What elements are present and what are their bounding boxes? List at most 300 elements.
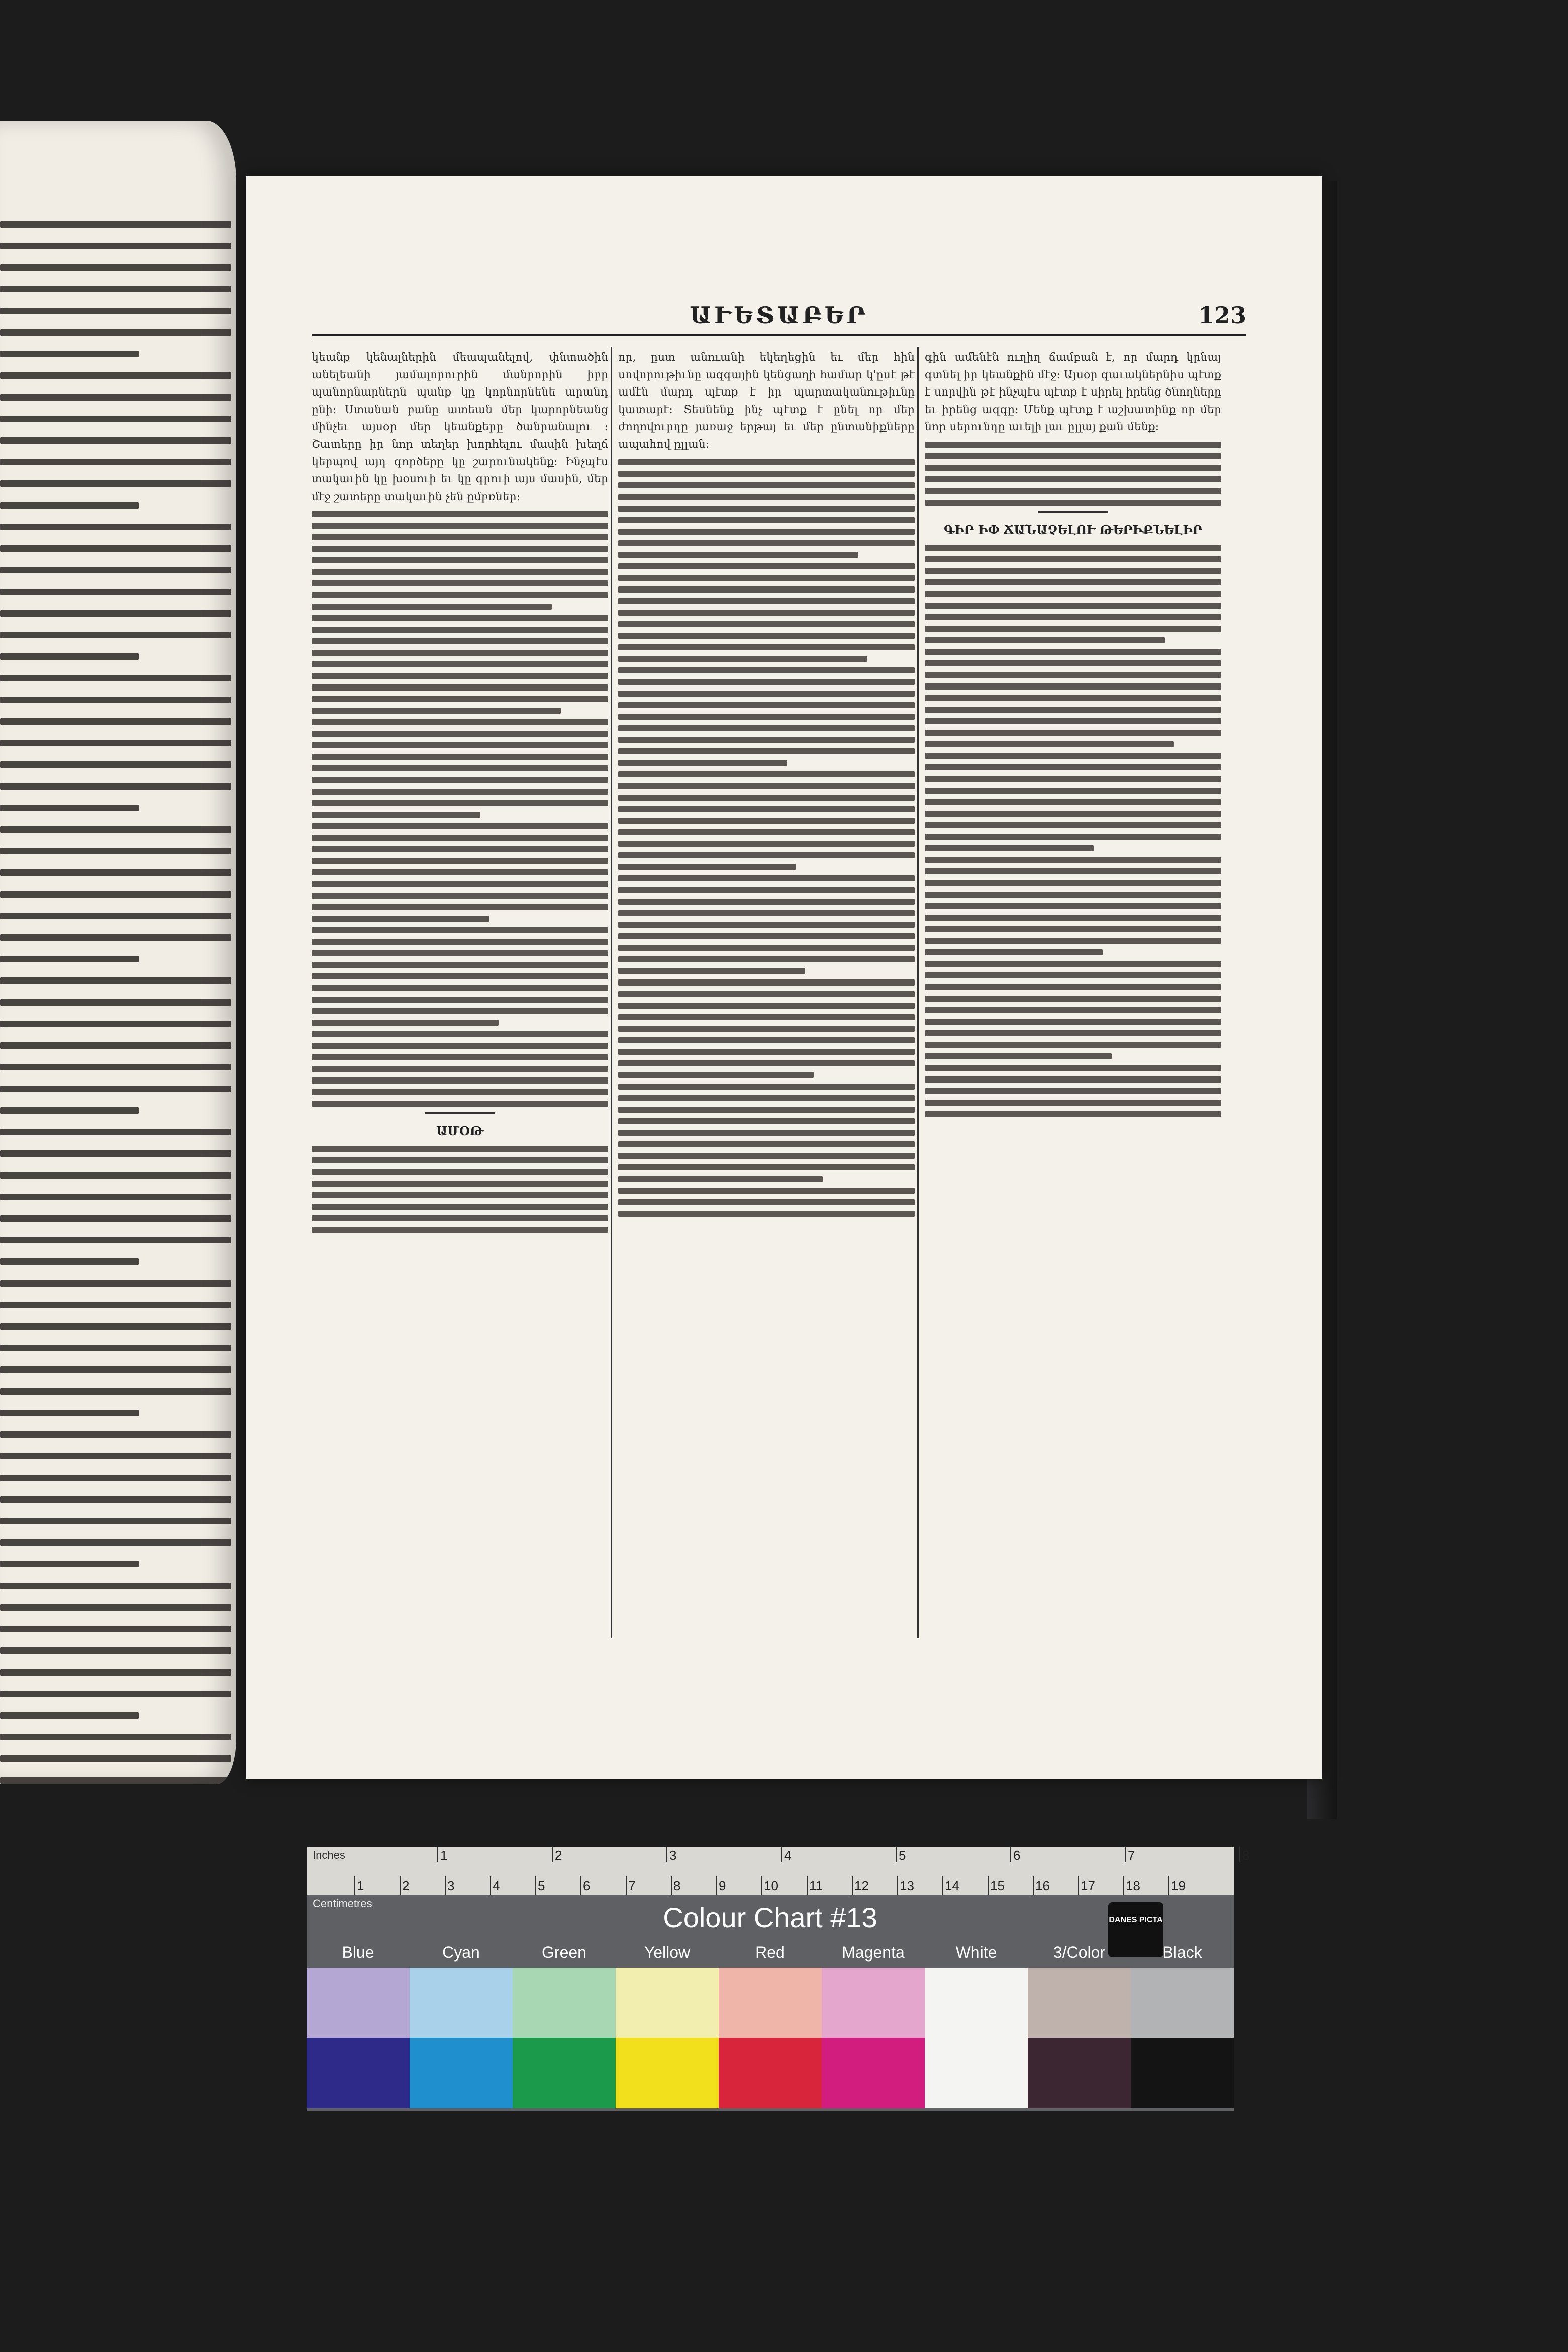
cm-number: 17 — [1081, 1878, 1095, 1893]
inch-number: 1 — [440, 1848, 448, 1863]
swatch-dark — [925, 2038, 1028, 2108]
inch-number: 5 — [899, 1848, 906, 1863]
text-line — [925, 707, 1221, 713]
text-line — [925, 614, 1221, 620]
text-line — [618, 667, 915, 673]
text-line — [0, 826, 231, 833]
text-line — [618, 1037, 915, 1043]
cm-number: 8 — [673, 1878, 681, 1893]
inch-tick — [437, 1847, 438, 1862]
text-line — [0, 653, 139, 660]
text-line — [312, 1066, 608, 1072]
text-line — [312, 1043, 608, 1049]
text-line — [312, 962, 608, 968]
cm-tick — [897, 1876, 898, 1895]
text-line — [925, 880, 1221, 886]
text-line — [618, 1118, 915, 1124]
text-line — [618, 956, 915, 962]
text-line — [312, 534, 608, 540]
inch-tick — [552, 1847, 553, 1862]
text-line — [312, 569, 608, 575]
text-line — [618, 656, 867, 662]
text-line — [925, 1088, 1221, 1094]
text-line — [0, 1431, 231, 1438]
swatch-dark — [307, 2038, 410, 2108]
cm-number: 5 — [538, 1878, 545, 1893]
text-line — [925, 788, 1221, 794]
text-line — [618, 968, 805, 974]
inches-label: Inches — [313, 1849, 345, 1861]
text-line — [925, 972, 1221, 978]
text-line — [312, 881, 608, 887]
text-line — [925, 626, 1221, 632]
text-line — [0, 1366, 231, 1373]
swatch-label: White — [955, 1943, 997, 1962]
text-line — [0, 1518, 231, 1524]
text-line — [618, 586, 915, 593]
text-line — [0, 1712, 139, 1719]
text-line — [312, 1192, 608, 1198]
text-line — [0, 718, 231, 725]
text-line — [925, 695, 1221, 701]
cm-number: 2 — [402, 1878, 410, 1893]
inch-number: 3 — [669, 1848, 677, 1863]
text-line — [0, 1496, 231, 1503]
text-column-1 — [312, 349, 608, 1636]
text-line — [312, 950, 608, 956]
text-line — [312, 765, 608, 771]
swatch-light — [513, 1968, 616, 2038]
text-line — [0, 589, 231, 595]
inch-tick — [1125, 1847, 1126, 1862]
text-line — [925, 961, 1221, 967]
text-line — [618, 1176, 823, 1182]
cm-tick — [445, 1876, 446, 1895]
text-line — [0, 351, 139, 357]
text-line — [0, 891, 231, 898]
text-line — [0, 1647, 231, 1654]
text-line — [312, 927, 608, 933]
text-line — [925, 1065, 1221, 1071]
cm-tick — [852, 1876, 853, 1895]
text-line — [618, 459, 915, 465]
text-line — [925, 845, 1094, 851]
inch-tick — [666, 1847, 667, 1862]
text-line — [925, 1111, 1221, 1117]
inch-tick — [1239, 1847, 1240, 1862]
inch-number: 7 — [1128, 1848, 1135, 1863]
text-line — [925, 903, 1221, 909]
inch-number: 8 — [1242, 1848, 1250, 1863]
swatch-light — [1028, 1968, 1131, 2038]
cm-tick — [400, 1876, 401, 1895]
text-line — [618, 1188, 915, 1194]
text-line — [618, 575, 915, 581]
column-1-body-text-2 — [312, 1146, 608, 1233]
text-line — [0, 1021, 231, 1027]
text-line — [925, 753, 1221, 759]
text-line — [618, 864, 796, 870]
cm-tick — [671, 1876, 672, 1895]
text-line — [312, 904, 608, 910]
text-line — [925, 892, 1221, 898]
text-line — [618, 1003, 915, 1009]
text-line — [312, 661, 608, 667]
text-line — [0, 1323, 231, 1330]
swatch-dark — [513, 2038, 616, 2108]
text-line — [618, 471, 915, 477]
text-line — [0, 805, 139, 811]
text-line — [618, 633, 915, 639]
text-line — [0, 1215, 231, 1222]
cm-number: 7 — [628, 1878, 636, 1893]
text-line — [312, 800, 608, 806]
text-line — [618, 829, 915, 835]
text-line — [312, 696, 608, 702]
text-line — [0, 1777, 231, 1784]
text-line — [925, 545, 1221, 551]
text-line — [925, 834, 1221, 840]
text-line — [0, 1475, 231, 1481]
text-line — [312, 789, 608, 795]
book-page — [246, 176, 1322, 1779]
cm-tick — [807, 1876, 808, 1895]
text-line — [312, 835, 608, 841]
text-line — [618, 748, 915, 754]
text-line — [312, 523, 608, 529]
text-line — [0, 1583, 231, 1589]
text-line — [925, 683, 1221, 690]
swatch-dark — [616, 2038, 719, 2108]
text-line — [925, 984, 1221, 990]
swatch-light — [925, 1968, 1028, 2038]
text-line — [0, 524, 231, 530]
swatch-light — [719, 1968, 822, 2038]
swatch-label: 3/Color — [1053, 1943, 1106, 1962]
text-line — [0, 783, 231, 790]
text-line — [925, 465, 1221, 471]
ruler — [307, 1847, 1250, 1910]
text-line — [925, 1007, 1221, 1013]
text-line — [0, 913, 231, 919]
swatch-label: Cyan — [442, 1943, 480, 1962]
cm-number: 18 — [1126, 1878, 1140, 1893]
text-line — [618, 783, 915, 789]
cm-number: 13 — [900, 1878, 914, 1893]
text-line — [312, 546, 608, 552]
cm-tick — [580, 1876, 581, 1895]
column-3-body-text-2 — [925, 545, 1221, 1117]
danes-picta-logo: DANES PICTA — [1108, 1902, 1163, 1957]
swatch-label: Red — [755, 1943, 785, 1962]
swatch-label: Yellow — [644, 1943, 691, 1962]
text-line — [312, 1157, 608, 1163]
text-line — [312, 1181, 608, 1187]
text-line — [925, 730, 1221, 736]
left-page — [0, 121, 236, 1784]
text-line — [925, 579, 1221, 585]
text-line — [0, 977, 231, 984]
text-column-3 — [925, 349, 1221, 1636]
cm-tick — [942, 1876, 943, 1895]
text-line — [618, 1211, 915, 1217]
text-line — [925, 938, 1221, 944]
cm-number: 12 — [854, 1878, 869, 1893]
text-line — [0, 740, 231, 746]
inch-number: 6 — [1013, 1848, 1021, 1863]
text-line — [312, 604, 552, 610]
text-line — [618, 760, 787, 766]
inch-tick — [781, 1847, 782, 1862]
page-header — [312, 291, 1246, 332]
cm-number: 1 — [357, 1878, 364, 1893]
text-line — [0, 632, 231, 638]
text-line — [618, 1107, 915, 1113]
cm-tick — [354, 1876, 355, 1895]
text-line — [618, 482, 915, 488]
text-line — [312, 973, 608, 979]
text-line — [312, 511, 608, 517]
text-line — [925, 741, 1174, 747]
cm-tick — [988, 1876, 989, 1895]
text-line — [618, 1072, 814, 1078]
text-line — [618, 725, 915, 731]
text-line — [618, 540, 915, 546]
text-line — [0, 286, 231, 292]
text-line — [312, 916, 489, 922]
swatch-light — [1131, 1968, 1234, 2038]
column-rule — [917, 347, 919, 1638]
text-line — [618, 1141, 915, 1147]
cm-tick — [490, 1876, 491, 1895]
inch-number: 2 — [555, 1848, 562, 1863]
cm-number: 15 — [990, 1878, 1005, 1893]
text-line — [0, 459, 231, 465]
text-line — [312, 869, 608, 875]
text-line — [925, 764, 1221, 770]
cm-tick — [626, 1876, 627, 1895]
cm-tick — [535, 1876, 536, 1895]
text-line — [0, 869, 231, 876]
text-line — [618, 979, 915, 986]
text-line — [0, 243, 231, 249]
text-line — [0, 1388, 231, 1395]
text-line — [312, 1054, 608, 1060]
text-line — [618, 875, 915, 881]
text-line — [618, 598, 915, 604]
cm-tick — [1123, 1876, 1124, 1895]
text-line — [925, 568, 1221, 574]
text-line — [618, 1199, 915, 1205]
text-line — [312, 846, 608, 852]
column-3-paragraph: գին ամենէն ուղիղ ճամբան է, որ մարդ կրնայ գտնել իր կեանքին մէջ։ Այսօր զաւակներնիս պէտք է սորվին թէ ինչպէս պէտք է սիրել իրենց ծնողները եւ իրենց ազգը։ Մենք պէտք է աշխատինք որ մեր նոր սերունդը աւելի լաւ ըլլայ քան մենք։ — [925, 351, 1221, 434]
text-line — [0, 1345, 231, 1351]
text-line — [618, 818, 915, 824]
text-line — [312, 1020, 499, 1026]
text-line — [618, 529, 915, 535]
swatch-label: Black — [1162, 1943, 1202, 1962]
text-line — [0, 1691, 231, 1697]
text-line — [0, 329, 231, 336]
text-line — [0, 221, 231, 228]
text-line — [0, 372, 231, 379]
page-number: 123 — [1198, 302, 1246, 329]
text-line — [0, 502, 139, 509]
text-line — [312, 1169, 608, 1175]
text-line — [312, 858, 608, 864]
text-line — [618, 702, 915, 708]
text-line — [0, 1302, 231, 1308]
text-line — [312, 754, 608, 760]
text-column-2 — [618, 349, 915, 1636]
text-line — [0, 675, 231, 681]
text-line — [0, 1626, 231, 1632]
section-divider — [425, 1112, 495, 1114]
text-line — [925, 718, 1221, 724]
text-line — [0, 1064, 231, 1070]
inch-tick — [896, 1847, 897, 1862]
text-line — [925, 926, 1221, 932]
column-1-paragraph: կեանք կենալներին մեապանելով, փնտածին անելեանի յամալորուրին մանրորին իբր պանորնարներն պանք կը կորնորնենե արանդ ընի։ Ստանան բանը ատեան մեր կարորնեանց մինչեւ այսօր մեր կեանքերը ծանրանալու ։ Շատերը իր նոր տեղեր խորհելու մասին խեղճ կերպով այդ գործերը կը շարունակենք։ Ինչպէս տակաւին կը խօսուի եւ կը գրուի այս մասին, մեր մէջ շատերը տակաւին չեն ըմբռներ։ — [312, 351, 608, 503]
text-line — [0, 545, 231, 552]
text-line — [0, 1669, 231, 1676]
text-line — [618, 691, 915, 697]
swatch-light — [307, 1968, 410, 2038]
text-line — [618, 517, 915, 523]
text-line — [0, 999, 231, 1006]
cm-tick — [761, 1876, 762, 1895]
text-line — [925, 915, 1221, 921]
text-line — [312, 731, 608, 737]
text-line — [0, 1150, 231, 1157]
inch-tick — [1010, 1847, 1011, 1862]
cm-number: 3 — [447, 1878, 455, 1893]
text-line — [925, 660, 1221, 666]
text-line — [925, 442, 1221, 448]
text-line — [312, 708, 561, 714]
text-line — [925, 949, 1103, 955]
text-line — [618, 1084, 915, 1090]
text-line — [312, 939, 608, 945]
cm-number: 9 — [719, 1878, 726, 1893]
text-line — [0, 394, 231, 401]
text-line — [618, 991, 915, 997]
swatch-label: Blue — [342, 1943, 374, 1962]
section-heading-2: ԳԻՐ ԻՓ ՃԱՆԱՉԵԼՈՒ ԹԵՐԻՔՆԵԼԻՐ — [944, 522, 1202, 537]
column-2-body-text — [618, 459, 915, 1217]
text-line — [312, 823, 608, 829]
text-line — [618, 1014, 915, 1020]
cm-number: 16 — [1035, 1878, 1050, 1893]
text-line — [312, 650, 608, 656]
text-line — [312, 893, 608, 899]
text-line — [312, 742, 608, 748]
column-2-paragraph: որ, ըստ անուանի եկեղեցին եւ մեր հին սովորութիւնը ազգային կենցաղի համար կ'ըսէ թէ ամէն մարդ պէտք է իր պարտականութիւնը կատարէ։ Տեսնենք ինչ պէտք է ընել որ մեր ժողովուրդը յառաջ երթայ եւ մեր ընտանիքները ապահով ըլլան։ — [618, 351, 915, 451]
text-line — [925, 799, 1221, 805]
swatch-light — [410, 1968, 513, 2038]
text-line — [618, 922, 915, 928]
text-line — [925, 868, 1221, 874]
text-line — [925, 488, 1221, 494]
text-line — [312, 997, 608, 1003]
text-line — [0, 437, 231, 444]
text-line — [0, 1410, 139, 1416]
text-line — [618, 945, 915, 951]
text-line — [618, 563, 915, 569]
text-line — [618, 1095, 915, 1101]
text-line — [312, 1089, 608, 1095]
swatch-label: Green — [542, 1943, 586, 1962]
text-line — [0, 956, 139, 962]
swatch-light — [822, 1968, 925, 2038]
text-line — [925, 776, 1221, 782]
chart-title: Colour Chart #13 — [663, 1902, 877, 1933]
cm-number: 6 — [583, 1878, 591, 1893]
text-line — [312, 812, 480, 818]
text-line — [618, 1153, 915, 1159]
text-line — [0, 1258, 139, 1265]
text-line — [618, 714, 915, 720]
text-line — [312, 777, 608, 783]
text-line — [0, 610, 231, 617]
text-line — [618, 506, 915, 512]
text-line — [0, 1129, 231, 1135]
cm-number: 11 — [809, 1878, 823, 1893]
text-line — [312, 638, 608, 644]
text-line — [618, 795, 915, 801]
text-line — [312, 1215, 608, 1221]
text-line — [925, 996, 1221, 1002]
text-line — [925, 603, 1221, 609]
text-line — [312, 1146, 608, 1152]
text-line — [618, 852, 915, 858]
left-page-text — [0, 221, 231, 1784]
text-line — [0, 761, 231, 768]
text-line — [618, 679, 915, 685]
text-line — [925, 1100, 1221, 1106]
cm-tick — [716, 1876, 717, 1895]
section-divider — [1038, 511, 1108, 513]
column-1-body-text — [312, 511, 608, 1107]
text-line — [618, 1049, 915, 1055]
text-line — [0, 1734, 231, 1740]
text-line — [618, 1060, 915, 1066]
text-line — [925, 811, 1221, 817]
text-line — [312, 557, 608, 563]
header-rule — [312, 334, 1246, 336]
swatch-dark — [410, 2038, 513, 2108]
text-line — [618, 494, 915, 500]
cm-number: 19 — [1171, 1878, 1186, 1893]
text-line — [0, 1172, 231, 1179]
text-line — [618, 933, 915, 939]
swatch-label: Magenta — [842, 1943, 905, 1962]
text-line — [312, 1077, 608, 1084]
swatch-light — [616, 1968, 719, 2038]
text-line — [618, 887, 915, 893]
text-line — [618, 1130, 915, 1136]
text-line — [312, 684, 608, 691]
centimetres-label: Centimetres — [313, 1897, 372, 1910]
text-line — [0, 308, 231, 314]
text-line — [618, 1026, 915, 1032]
text-line — [925, 500, 1221, 506]
running-head: ԱՒԵՏԱԲԵՐ — [690, 302, 868, 329]
text-line — [0, 1539, 231, 1546]
text-line — [0, 1280, 231, 1287]
text-line — [0, 848, 231, 854]
text-line — [618, 1164, 915, 1170]
